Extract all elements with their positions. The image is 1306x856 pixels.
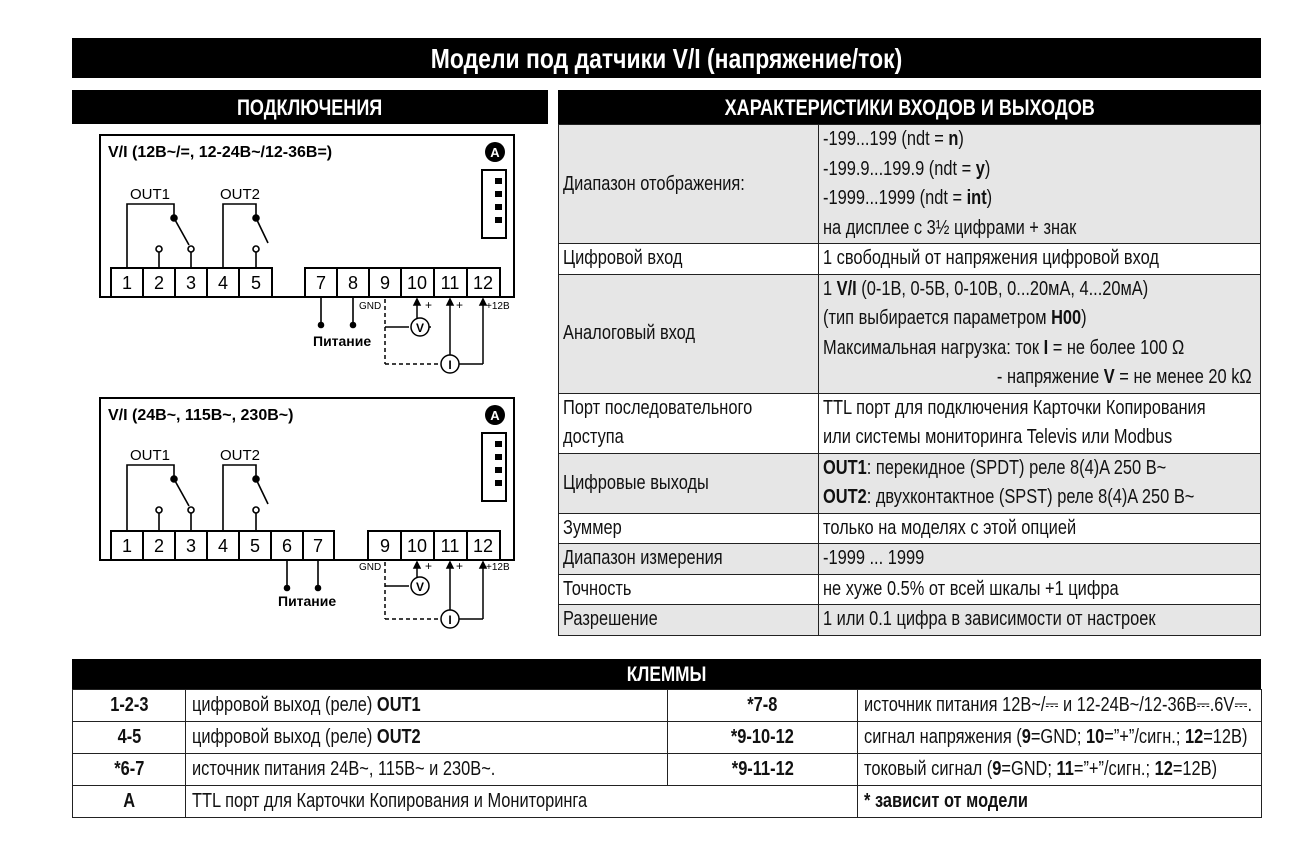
row-label-resolution: Разрешение <box>559 605 819 636</box>
terminal-desc: источник питания 24В~, 115В~ и 230В~. <box>186 754 668 786</box>
terminal-desc: TTL порт для Карточки Копирования и Мониторинга <box>186 786 858 818</box>
terminal-5: 5 <box>250 273 262 293</box>
terminal-11: 11 <box>440 273 460 293</box>
svg-text:I: I <box>448 613 452 627</box>
terminal-12: 12 <box>472 273 494 293</box>
power-leads <box>285 560 321 591</box>
ttl-connector-icon <box>482 433 506 501</box>
plus12-label: +12В <box>486 301 510 312</box>
out1-label: OUT1 <box>130 186 171 203</box>
voltmeter-icon <box>411 318 429 336</box>
row-value-buzzer: только на моделях с этой опцией <box>819 513 1261 544</box>
signal-wiring <box>385 562 486 619</box>
svg-text:I: I <box>448 358 452 372</box>
signal-wiring <box>385 299 486 364</box>
row-value-serial-port: TTL порт для подключения Карточки Копирования или системы мониторинга Televis или Modbus <box>819 393 1261 453</box>
svg-text:V: V <box>415 321 425 335</box>
wiring-diagram-b <box>100 398 516 658</box>
terminal-key: *9-10-12 <box>668 722 858 754</box>
terminal-6: 6 <box>281 536 293 556</box>
table-row <box>559 513 1261 544</box>
table-row <box>73 690 1262 722</box>
diagram-b-title: V/I (24В~, 115В~, 230В~) <box>108 407 294 424</box>
row-label-accuracy: Точность <box>559 574 819 605</box>
row-label-analog-input: Аналоговый вход <box>559 274 819 393</box>
terminal-5: 5 <box>249 536 261 556</box>
terminal-9: 9 <box>379 536 391 556</box>
table-row <box>559 125 1261 244</box>
power-leads <box>319 297 356 328</box>
diagram-a-title: V/I (12В~/=, 12-24В~/12-36В=) <box>108 144 333 161</box>
svg-text:A: A <box>490 408 500 423</box>
model-note: * зависит от модели <box>858 786 1262 818</box>
table-row <box>73 754 1262 786</box>
row-label-buzzer: Зуммер <box>559 513 819 544</box>
terminal-desc: цифровой выход (реле) OUT2 <box>186 722 668 754</box>
terminal-7: 7 <box>312 536 324 556</box>
svg-text:V: V <box>415 580 425 594</box>
table-row <box>73 786 1262 818</box>
terminal-key: *6-7 <box>73 754 186 786</box>
page-title-bar <box>72 38 1261 78</box>
terminal-desc: цифровой выход (реле) OUT1 <box>186 690 668 722</box>
row-value-resolution: 1 или 0.1 цифра в зависимости от настроек <box>819 605 1261 636</box>
out2-label: OUT2 <box>220 186 261 203</box>
plus-label-11: + <box>456 298 464 312</box>
terminals-table <box>72 689 1262 818</box>
ammeter-icon <box>441 610 459 628</box>
terminal-8: 8 <box>347 273 359 293</box>
row-label-display-range: Диапазон отображения: <box>559 125 819 244</box>
row-label-serial-port: Порт последовательного доступа <box>559 393 819 453</box>
ttl-connector-icon <box>482 170 506 238</box>
plus-label-10: + <box>425 559 433 573</box>
terminal-key: A <box>73 786 186 818</box>
plus-label-10: + <box>425 298 433 312</box>
out1-label: OUT1 <box>130 447 171 464</box>
gnd-label: GND <box>359 301 382 312</box>
terminal-key: 1-2-3 <box>73 690 186 722</box>
port-a-badge-icon <box>485 142 505 162</box>
terminal-10: 10 <box>406 273 428 293</box>
terminal-11: 11 <box>440 536 460 556</box>
port-a-badge-icon <box>485 405 505 425</box>
terminal-2: 2 <box>153 536 165 556</box>
svg-text:A: A <box>490 145 500 160</box>
table-row <box>559 393 1261 453</box>
terminal-9: 9 <box>379 273 391 293</box>
row-value-digital-input: 1 свободный от напряжения цифровой вход <box>819 244 1261 275</box>
table-row <box>559 574 1261 605</box>
terminal-7: 7 <box>315 273 327 293</box>
row-value-digital-outputs: OUT1: перекидное (SPDT) реле 8(4)A 250 В~ OUT2: двухконтактное (SPST) реле 8(4)A 250 В~ <box>819 453 1261 513</box>
page-title: Модели под датчики V/I (напряжение/ток) <box>430 43 903 74</box>
voltmeter-icon <box>411 577 429 595</box>
table-row <box>73 722 1262 754</box>
plus-label-11: + <box>456 559 464 573</box>
terminal-key: 4-5 <box>73 722 186 754</box>
row-label-digital-input: Цифровой вход <box>559 244 819 275</box>
table-row <box>559 453 1261 513</box>
connections-header <box>72 90 548 124</box>
ammeter-icon <box>441 355 459 373</box>
terminal-1: 1 <box>121 273 133 293</box>
terminal-3: 3 <box>185 536 197 556</box>
connections-header-label: ПОДКЛЮЧЕНИЯ <box>237 95 383 120</box>
wiring-diagram-a <box>100 135 516 395</box>
row-value-display-range: -199...199 (ndt = n) -199.9...199.9 (ndt = y) -1999...1999 (ndt = int) на дисплее с 3½ цифрами + знак <box>819 125 1261 244</box>
plus12-label: +12В <box>486 562 510 573</box>
terminal-10: 10 <box>406 536 428 556</box>
row-value-analog-input: 1 V/I (0-1В, 0-5В, 0-10В, 0...20мА, 4...20мА) (тип выбирается параметром H00) Максимальная нагрузка: ток I = не более 100 Ω - напряжение V = не менее 20 kΩ <box>819 274 1261 393</box>
terminal-4: 4 <box>217 273 229 293</box>
terminal-3: 3 <box>185 273 197 293</box>
out2-label: OUT2 <box>220 447 261 464</box>
terminal-key: *9-11-12 <box>668 754 858 786</box>
table-row <box>559 605 1261 636</box>
row-label-measure-range: Диапазон измерения <box>559 544 819 575</box>
terminals-header <box>72 659 1261 689</box>
terminal-4: 4 <box>217 536 229 556</box>
characteristics-header-label: ХАРАКТЕРИСТИКИ ВХОДОВ И ВЫХОДОВ <box>724 95 1095 120</box>
terminal-desc: сигнал напряжения (9=GND; 10=”+”/сигн.; 12=12В) <box>858 722 1262 754</box>
table-row <box>559 544 1261 575</box>
terminals-header-label: КЛЕММЫ <box>626 663 707 686</box>
terminal-2: 2 <box>153 273 165 293</box>
terminal-1: 1 <box>121 536 133 556</box>
terminal-desc: источник питания 12В~/⎓ и 12-24В~/12-36В⎓.6V⎓. <box>858 690 1262 722</box>
characteristics-table <box>558 124 1261 636</box>
row-label-digital-outputs: Цифровые выходы <box>559 453 819 513</box>
characteristics-header <box>558 90 1261 124</box>
table-row <box>559 274 1261 393</box>
table-row <box>559 244 1261 275</box>
terminal-key: *7-8 <box>668 690 858 722</box>
power-label: Питание <box>278 593 337 609</box>
terminal-12: 12 <box>472 536 494 556</box>
terminal-desc: токовый сигнал (9=GND; 11=”+”/сигн.; 12=12В) <box>858 754 1262 786</box>
row-value-measure-range: -1999 ... 1999 <box>819 544 1261 575</box>
row-value-accuracy: не хуже 0.5% от всей шкалы +1 цифра <box>819 574 1261 605</box>
gnd-label: GND <box>359 562 382 573</box>
power-label: Питание <box>313 333 372 349</box>
